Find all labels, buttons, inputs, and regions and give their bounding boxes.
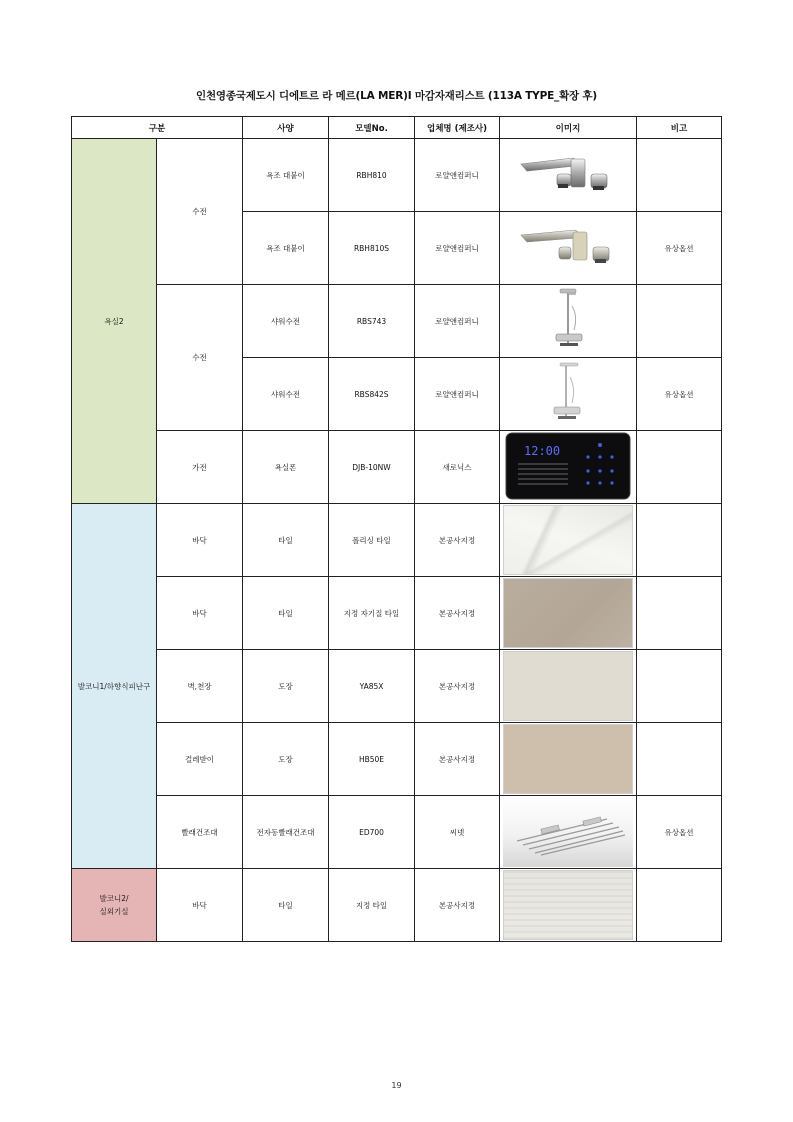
table-row (72, 869, 722, 942)
paint-sand-image (500, 723, 637, 796)
beige-tile-swatch (503, 578, 633, 648)
cell-maker: 본공사지정 (415, 869, 500, 942)
cell-model: RBH810S (329, 212, 415, 285)
subgroup-faucet: 수전 (157, 139, 243, 285)
cell-model: RBH810 (329, 139, 415, 212)
cell-sub: 걸레받이 (157, 723, 243, 796)
cell-maker: 본공사지정 (415, 504, 500, 577)
header-image: 이미지 (500, 117, 637, 139)
phone-clock-text: 12:00 (524, 444, 561, 458)
header-model: 모델No. (329, 117, 415, 139)
bath-faucet-chrome-image (500, 139, 637, 212)
table-row (72, 431, 722, 504)
group-balcony2-line2: 실외기실 (99, 907, 129, 916)
cell-maker: 로얄앤컴퍼니 (415, 285, 500, 358)
paint-sand-swatch (503, 724, 633, 794)
finish-materials-table (71, 116, 722, 942)
cell-spec: 도장 (243, 723, 329, 796)
cell-model: HB50E (329, 723, 415, 796)
cell-maker: 로얄앤컴퍼니 (415, 358, 500, 431)
header-maker: 업체명 (제조사) (415, 117, 500, 139)
paint-white-swatch (503, 651, 633, 721)
cell-note (637, 504, 722, 577)
cell-sub: 벽,천장 (157, 650, 243, 723)
page-number: 19 (391, 1081, 402, 1090)
cell-note (637, 577, 722, 650)
cell-note (637, 285, 722, 358)
header-spec: 사양 (243, 117, 329, 139)
marble-tile-image (500, 504, 637, 577)
cell-model: DJB-10NW (329, 431, 415, 504)
cell-sub: 바닥 (157, 504, 243, 577)
wood-tile-swatch (503, 870, 633, 940)
group-balcony2-line1: 발코니2/ (99, 894, 129, 903)
cell-maker: 새로닉스 (415, 431, 500, 504)
table-row (72, 285, 722, 358)
table-row (72, 650, 722, 723)
cell-spec: 욕조 대붙이 (243, 139, 329, 212)
bathroom-phone-image (500, 431, 637, 504)
table-row (72, 796, 722, 869)
cell-maker: 본공사지정 (415, 577, 500, 650)
cell-maker: 로얄앤컴퍼니 (415, 139, 500, 212)
cell-note: 유상옵션 (637, 796, 722, 869)
cell-model: ED700 (329, 796, 415, 869)
cell-spec: 타일 (243, 577, 329, 650)
cell-spec: 샤워수전 (243, 285, 329, 358)
cell-model: 지정 타일 (329, 869, 415, 942)
cell-sub: 가전 (157, 431, 243, 504)
cell-spec: 욕실폰 (243, 431, 329, 504)
subgroup-faucet: 수전 (157, 285, 243, 431)
cell-note (637, 869, 722, 942)
wood-tile-image (500, 869, 637, 942)
cell-spec: 타일 (243, 869, 329, 942)
table-row (72, 723, 722, 796)
cell-spec: 욕조 대붙이 (243, 212, 329, 285)
group-balcony2 (72, 869, 157, 942)
group-balcony1: 발코니1/하향식피난구 (72, 504, 157, 869)
cell-spec: 도장 (243, 650, 329, 723)
cell-note (637, 650, 722, 723)
marble-tile-swatch (503, 505, 633, 575)
document-title: 인천영종국제도시 디에트르 라 메르(LA MER)Ⅰ 마감자재리스트 (113A TYPE_확장 후) (196, 90, 597, 102)
cell-note (637, 723, 722, 796)
table-row (72, 577, 722, 650)
header-category: 구분 (72, 117, 243, 139)
table-header-row (72, 117, 722, 139)
cell-maker: 씨넷 (415, 796, 500, 869)
cell-sub: 바닥 (157, 869, 243, 942)
cell-note: 유상옵션 (637, 358, 722, 431)
cell-model: YA85X (329, 650, 415, 723)
shower-system-2-image (500, 358, 637, 431)
cell-spec: 전자동빨래건조대 (243, 796, 329, 869)
cell-model: 지정 자기질 타일 (329, 577, 415, 650)
shower-system-image (500, 285, 637, 358)
cell-note: 유상옵션 (637, 212, 722, 285)
cell-maker: 본공사지정 (415, 650, 500, 723)
cell-spec: 샤워수전 (243, 358, 329, 431)
table-row (72, 504, 722, 577)
cell-maker: 본공사지정 (415, 723, 500, 796)
cell-sub: 빨래건조대 (157, 796, 243, 869)
laundry-dryer-photo (503, 797, 633, 867)
cell-spec: 타일 (243, 504, 329, 577)
beige-tile-image (500, 577, 637, 650)
cell-model: 폴리싱 타일 (329, 504, 415, 577)
bath-faucet-gold-image (500, 212, 637, 285)
laundry-dryer-image (500, 796, 637, 869)
paint-white-image (500, 650, 637, 723)
group-bath2: 욕실2 (72, 139, 157, 504)
table-row (72, 139, 722, 212)
cell-model: RBS842S (329, 358, 415, 431)
cell-sub: 바닥 (157, 577, 243, 650)
header-note: 비고 (637, 117, 722, 139)
cell-model: RBS743 (329, 285, 415, 358)
cell-note (637, 431, 722, 504)
cell-note (637, 139, 722, 212)
cell-maker: 로얄앤컴퍼니 (415, 212, 500, 285)
